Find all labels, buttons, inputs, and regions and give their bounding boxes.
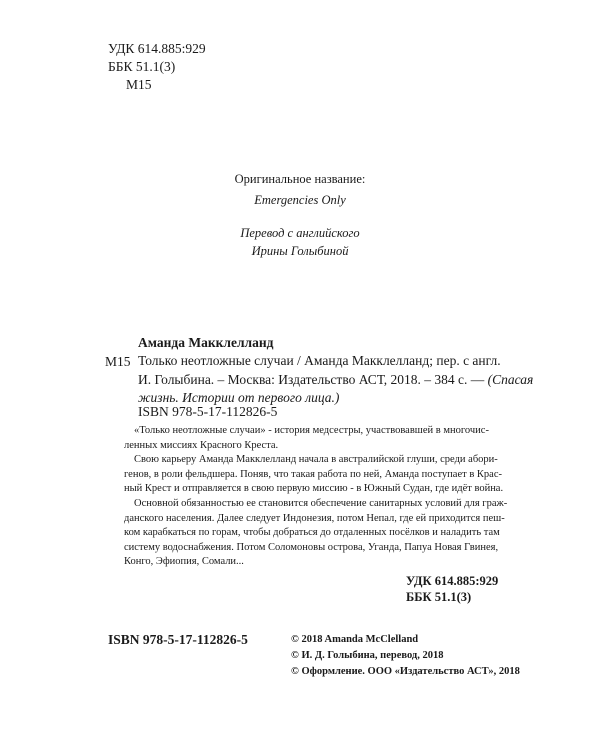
record-line-3: жизнь. Истории от первого лица.): [138, 390, 340, 405]
annotation-line: данского населения. Далее следует Индонезия, потом Непал, где ей приходится пеш-: [124, 512, 505, 524]
annotation-line: ком карабкаться по горам, чтобы добраться до отдаленных посёлков и наладить там: [124, 527, 500, 539]
copyright-author: © 2018 Amanda McClelland: [291, 634, 419, 645]
annotation-line: «Только неотложные случаи» - история медсестры, участвовавшей в многочис-: [134, 425, 489, 436]
copyright-block: [291, 632, 520, 680]
original-title: Emergencies Only: [254, 193, 346, 207]
translation-line-2: Ирины Голыбиной: [251, 244, 349, 258]
classification-block-top: [108, 40, 206, 94]
udk-code: УДК 614.885:929: [108, 41, 206, 56]
record-author: Аманда Макклелланд: [138, 335, 274, 350]
annotation-line: систему водоснабжения. Потом Соломоновы острова, Уганда, Папуа Новая Гвинея,: [124, 541, 499, 553]
annotation-line: ный Крест и отправляется в свою первую миссию - в Южный Судан, где идёт война.: [124, 483, 504, 495]
annotation-line: Конго, Эфиопия, Сомали...: [124, 556, 244, 568]
annotation: [124, 424, 524, 570]
original-title-label: Оригинальное название:: [234, 172, 366, 186]
annotation-line: ленных миссиях Красного Креста.: [124, 439, 279, 451]
udk-code-bottom: УДК 614.885:929: [406, 574, 499, 588]
copyright-design: © Оформление. ООО «Издательство АСТ», 2018: [291, 666, 520, 677]
annotation-line: Свою карьеру Аманда Макклелланд начала в австралийской глуши, среди абори-: [134, 454, 498, 466]
classification-block-bottom: [406, 573, 498, 605]
record-line-2-plain: И. Голыбина. – Москва: Издательство АСТ, 2018. – 384 с. —: [138, 371, 485, 387]
record-line-2-italic: (Спасая: [487, 371, 534, 387]
annotation-line: Основной обязанностью ее становится обеспечение санитарных условий для граж-: [134, 497, 508, 509]
record-author-mark: М15: [105, 354, 131, 369]
record-line-1: Только неотложные случаи / Аманда Макклелланд; пер. с англ.: [138, 353, 501, 368]
author-mark: М15: [126, 77, 152, 92]
annotation-line: генов, в роли фельдшера. Поняв, что такая работа по ней, Аманда поступает в Крас-: [124, 468, 502, 480]
record-line-2: [138, 371, 534, 390]
copyright-translation: © И. Д. Голыбина, перевод, 2018: [291, 650, 444, 661]
bbk-code: ББК 51.1(3): [108, 59, 176, 74]
translation-line-1: Перевод с английского: [240, 226, 360, 240]
bbk-code-bottom: ББК 51.1(3): [406, 590, 472, 604]
record-description: [138, 352, 534, 408]
isbn-bottom: ISBN 978-5-17-112826-5: [108, 632, 248, 647]
record-isbn: ISBN 978-5-17-112826-5: [138, 404, 278, 419]
